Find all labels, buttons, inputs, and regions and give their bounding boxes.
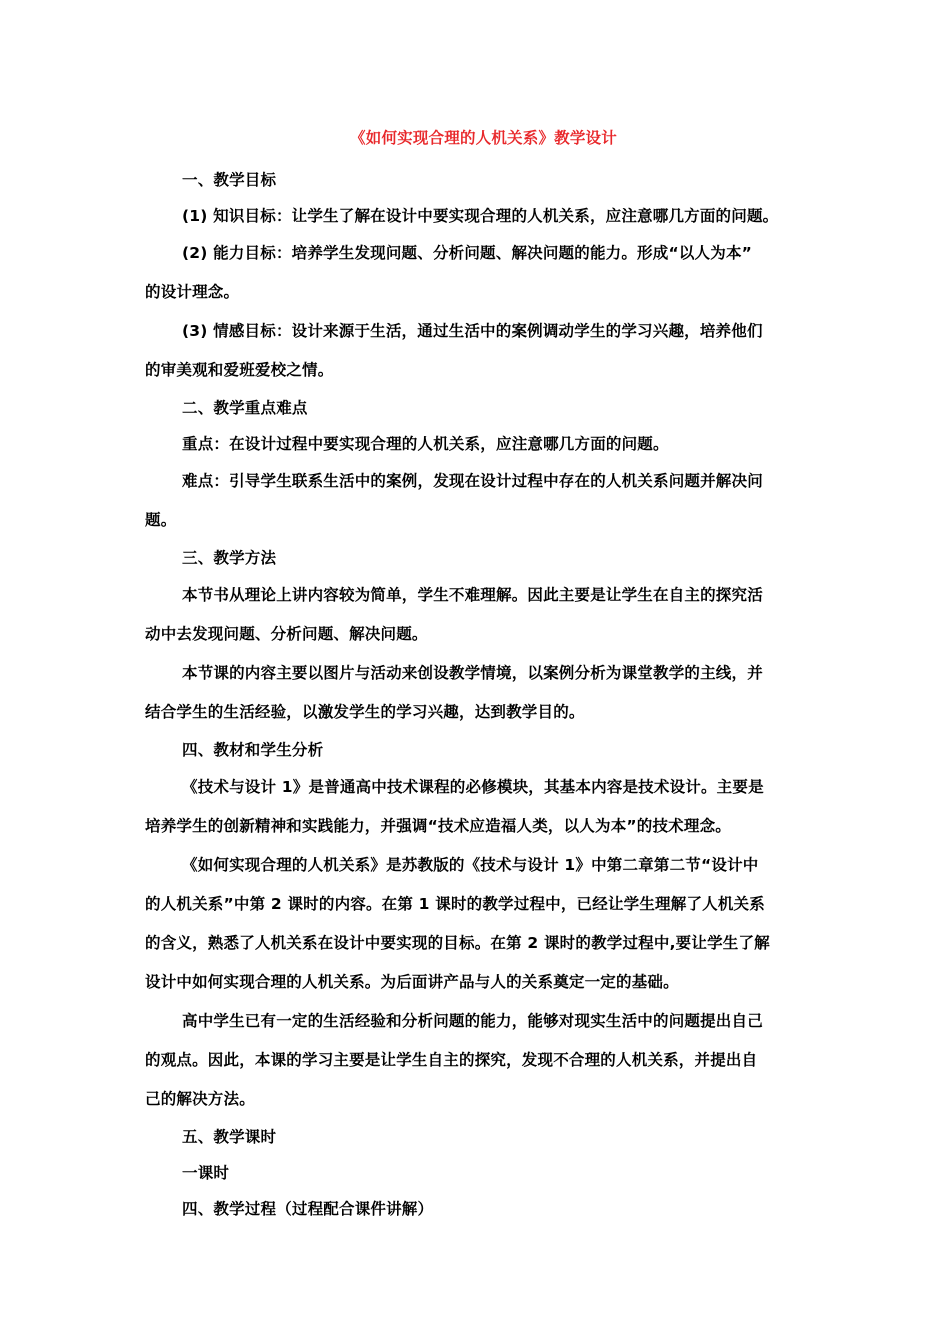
paragraph-line: 设计中如何实现合理的人机关系。为后面讲产品与人的关系奠定一定的基础。 [145,973,679,991]
paragraph-line: 动中去发现问题、分析问题、解决问题。 [145,625,428,643]
document-page [145,126,810,1227]
paragraph-line: 高中学生已有一定的生活经验和分析问题的能力，能够对现实生活中的问题提出自己 [182,1012,763,1030]
paragraph-line: 的设计理念。 [145,283,240,301]
section-heading-methods: 三、教学方法 [182,549,277,567]
paragraph-line: (2) 能力目标：培养学生发现问题、分析问题、解决问题的能力。形成“以人为本” [182,244,753,262]
section-heading-objectives: 一、教学目标 [182,171,277,189]
paragraph-line: 一课时 [182,1164,230,1182]
paragraph-line: 难点：引导学生联系生活中的案例，发现在设计过程中存在的人机关系问题并解决问 [182,472,763,490]
paragraph-line: 《如何实现合理的人机关系》是苏教版的《技术与设计 1》中第二章第二节“设计中 [182,856,759,874]
paragraph-line: (1) 知识目标：让学生了解在设计中要实现合理的人机关系，应注意哪几方面的问题。 [182,207,779,225]
paragraph-line: 的审美观和爱班爱校之情。 [145,361,334,379]
paragraph-line: 重点：在设计过程中要实现合理的人机关系，应注意哪几方面的问题。 [182,435,669,453]
paragraph-line: 的观点。因此，本课的学习主要是让学生自主的探究，发现不合理的人机关系，并提出自 [145,1051,758,1069]
document-title: 《如何实现合理的人机关系》教学设计 [350,129,617,147]
paragraph-line: 结合学生的生活经验，以激发学生的学习兴趣，达到教学目的。 [145,703,585,721]
paragraph-line: 《技术与设计 1》是普通高中技术课程的必修模块，其基本内容是技术设计。主要是 [182,778,764,796]
section-heading-key-points: 二、教学重点难点 [182,399,308,417]
paragraph-line: 的含义，熟悉了人机关系在设计中要实现的目标。在第 2 课时的教学过程中,要让学生了解 [145,934,770,952]
paragraph-line: 己的解决方法。 [145,1090,255,1108]
paragraph-line: 本节书从理论上讲内容较为简单，学生不难理解。因此主要是让学生在自主的探究活 [182,586,763,604]
paragraph-line: 题。 [145,511,177,529]
section-heading-analysis: 四、教材和学生分析 [182,741,324,759]
section-heading-process: 四、教学过程（过程配合课件讲解） [182,1200,434,1218]
paragraph-line: (3) 情感目标：设计来源于生活，通过生活中的案例调动学生的学习兴趣，培养他们 [182,322,763,340]
paragraph-line: 本节课的内容主要以图片与活动来创设教学情境，以案例分析为课堂教学的主线，并 [182,664,763,682]
paragraph-line: 的人机关系”中第 2 课时的内容。在第 1 课时的教学过程中，已经让学生理解了人机关系 [145,895,765,913]
section-heading-hours: 五、教学课时 [182,1128,277,1146]
paragraph-line: 培养学生的创新精神和实践能力，并强调“技术应造福人类，以人为本”的技术理念。 [145,817,731,835]
